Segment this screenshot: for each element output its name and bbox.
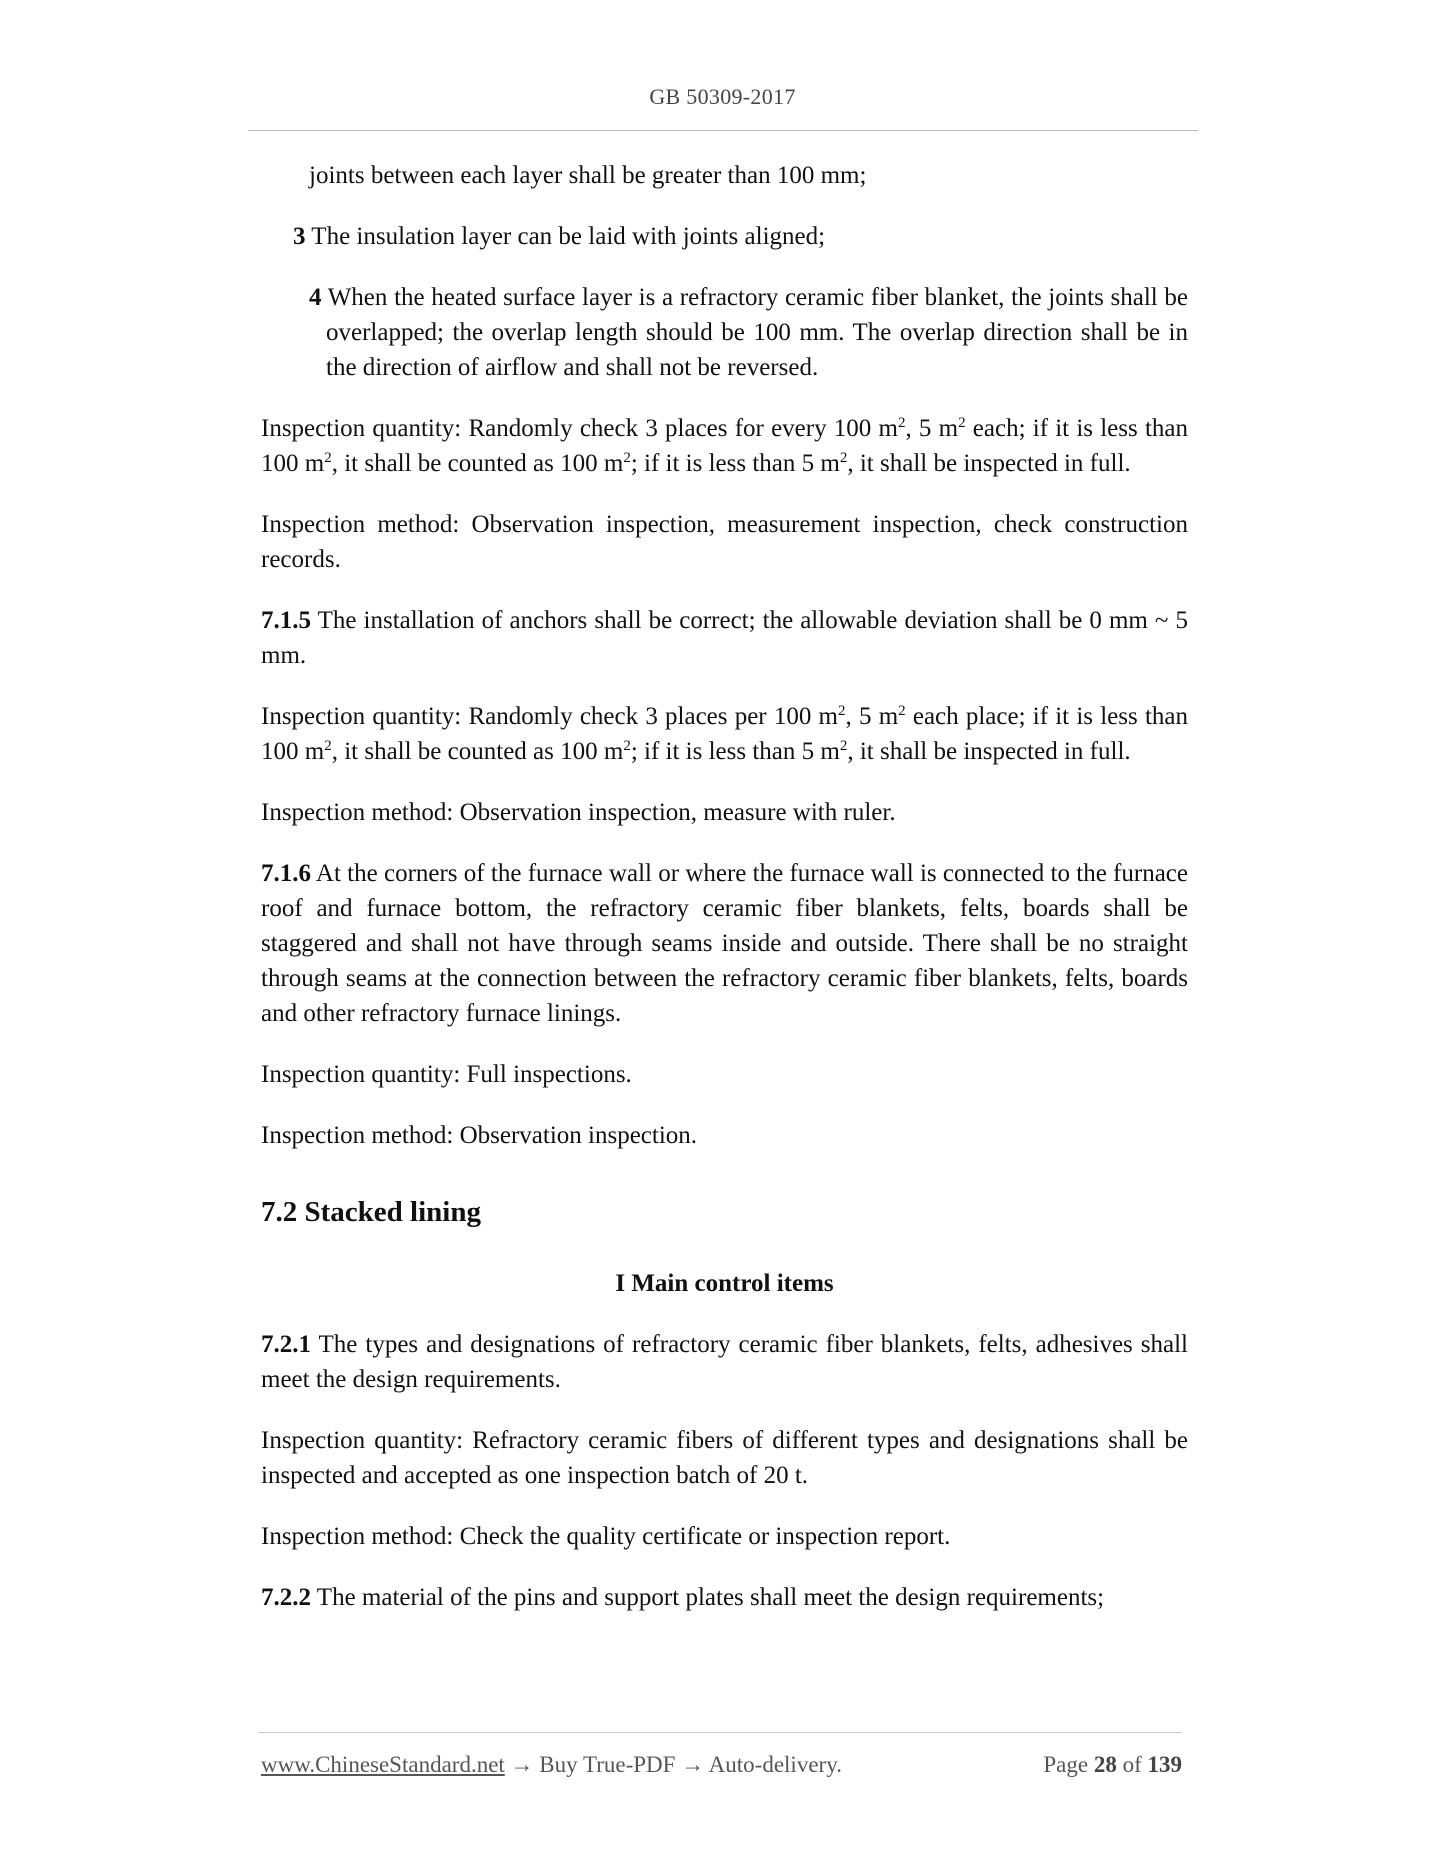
page-number [1043, 1752, 1182, 1778]
page-label: Page [1043, 1752, 1089, 1777]
continued-list-text: joints between each layer shall be greater than 100 mm; [309, 162, 867, 189]
clause-text: The types and designations of refractory ceramic fiber blankets, felts, adhesives shall meet the design requirements. [261, 1331, 1188, 1393]
clause-number: 7.2.2 [261, 1584, 311, 1611]
clause-715 [261, 603, 1188, 673]
of-label: of [1122, 1752, 1142, 1777]
clause-text: The installation of anchors shall be correct; the allowable deviation shall be 0 mm ~ 5 mm. [261, 607, 1188, 669]
footer-promo [261, 1752, 842, 1778]
footer-divider [258, 1732, 1182, 1733]
arrow-right-icon: → [681, 1752, 705, 1777]
subsection-heading: I Main control items [615, 1270, 834, 1297]
auto-delivery-text: Auto-delivery. [708, 1752, 842, 1777]
clause-text: At the corners of the furnace wall or where the furnace wall is connected to the furnace roof and furnace bottom, the refractory ceramic fiber blankets, felts, boards shall be staggered and shall not have through seams inside and outside. There shall be no straight through seams at the connection between the refractory ceramic fiber blankets, felts, boards and other refractory furnace linings. [261, 860, 1188, 1027]
inspection-quantity-716: Inspection quantity: Full inspections. [261, 1061, 632, 1088]
clause-number: 7.2.1 [261, 1331, 311, 1358]
list-item-number: 4 [309, 284, 322, 311]
list-item-text: When the heated surface layer is a refractory ceramic fiber blanket, the joints shall be overlapped; the overlap length should be 100 mm. The overlap direction shall be in the direction of airflow and shall not be reversed. [321, 284, 1188, 381]
list-item-4 [278, 280, 1188, 385]
clause-number: 7.1.6 [261, 860, 311, 887]
buy-pdf-text: Buy True-PDF [539, 1752, 676, 1777]
arrow-right-icon: → [510, 1752, 534, 1777]
header-divider [248, 130, 1198, 131]
list-item-number: 3 [293, 223, 306, 250]
section-heading: 7.2 Stacked lining [261, 1196, 481, 1228]
inspection-method-721: Inspection method: Check the quality certificate or inspection report. [261, 1523, 951, 1550]
current-page: 28 [1093, 1752, 1117, 1777]
inspection-quantity-714: Inspection quantity: Randomly check 3 places for every 100 $m^2$, 5 $m^2$ each; if it is less than 100 $m^2$, it shall be counted as 100 $m^2$; if it is less than 5 $m^2$, it shall be inspected in full. [261, 415, 1188, 477]
clause-721 [261, 1327, 1188, 1397]
inspection-method-715: Inspection method: Observation inspection, measure with ruler. [261, 799, 896, 826]
site-link[interactable]: www.ChineseStandard.net [261, 1752, 505, 1777]
clause-text: The material of the pins and support plates shall meet the design requirements; [311, 1584, 1105, 1611]
list-item-text: The insulation layer can be laid with joints aligned; [305, 223, 826, 250]
document-body [261, 158, 1188, 1641]
inspection-method-714: Inspection method: Observation inspection, measurement inspection, check construction records. [261, 511, 1188, 573]
total-pages: 139 [1147, 1752, 1182, 1777]
page-header: GB 50309-2017 [649, 84, 796, 109]
inspection-quantity-721: Inspection quantity: Refractory ceramic fibers of different types and designations shall be inspected and accepted as one inspection batch of 20 t. [261, 1427, 1188, 1489]
inspection-quantity-715: Inspection quantity: Randomly check 3 places per 100 $m^2$, 5 $m^2$ each place; if it is less than 100 $m^2$, it shall be counted as 100 $m^2$; if it is less than 5 $m^2$, it shall be inspected in full. [261, 703, 1188, 765]
list-item-3 [261, 219, 1188, 254]
clause-722 [261, 1580, 1188, 1615]
inspection-method-716: Inspection method: Observation inspection. [261, 1122, 698, 1149]
clause-number: 7.1.5 [261, 607, 311, 634]
clause-716 [261, 856, 1188, 1031]
